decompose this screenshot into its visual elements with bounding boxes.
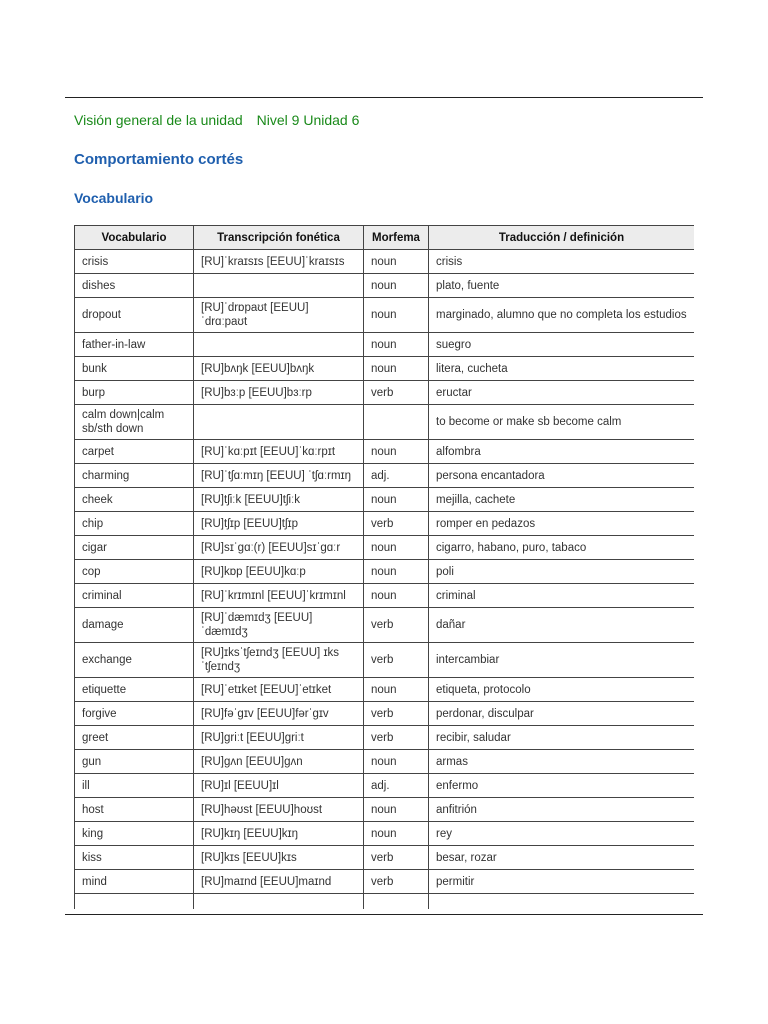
cell-morpheme: verb (364, 870, 429, 894)
cell-phonetic (194, 274, 364, 298)
table-row (75, 357, 695, 381)
cell-morpheme: verb (364, 608, 429, 643)
table-row (75, 274, 695, 298)
cell-translation: etiqueta, protocolo (429, 678, 695, 702)
table-row (75, 512, 695, 536)
cell-vocabulary: mind (75, 870, 194, 894)
cell-morpheme: noun (364, 357, 429, 381)
table-row (75, 381, 695, 405)
cell-vocabulary: exchange (75, 643, 194, 678)
cell-translation: crisis (429, 250, 695, 274)
table-row (75, 870, 695, 894)
cell-translation: permitir (429, 870, 695, 894)
cell-phonetic: [RU]kɒp [EEUU]kɑːp (194, 560, 364, 584)
cell-morpheme: noun (364, 298, 429, 333)
cell-vocabulary: host (75, 798, 194, 822)
table-row (75, 298, 695, 333)
cell-translation: persona encantadora (429, 464, 695, 488)
cell-morpheme: noun (364, 822, 429, 846)
cell-translation: marginado, alumno que no completa los estudios (429, 298, 695, 333)
cell-phonetic (194, 894, 364, 910)
cell-vocabulary: father-in-law (75, 333, 194, 357)
vocabulary-table-container (74, 225, 694, 909)
table-row (75, 464, 695, 488)
unit-header (74, 112, 373, 128)
cell-phonetic: [RU]ɡriːt [EEUU]ɡriːt (194, 726, 364, 750)
table-row (75, 584, 695, 608)
cell-translation: criminal (429, 584, 695, 608)
table-row (75, 822, 695, 846)
table-row (75, 560, 695, 584)
cell-morpheme: noun (364, 274, 429, 298)
cell-phonetic: [RU]bɜːp [EEUU]bɜːrp (194, 381, 364, 405)
cell-translation: mejilla, cachete (429, 488, 695, 512)
cell-vocabulary: dropout (75, 298, 194, 333)
cell-translation: anfitrión (429, 798, 695, 822)
table-row (75, 250, 695, 274)
cell-morpheme: adj. (364, 464, 429, 488)
column-header-phonetic: Transcripción fonética (194, 226, 364, 250)
cell-translation: besar, rozar (429, 846, 695, 870)
cell-phonetic: [RU]ˈkraɪsɪs [EEUU]ˈkraɪsɪs (194, 250, 364, 274)
table-row (75, 750, 695, 774)
bottom-rule (65, 914, 703, 915)
cell-translation (429, 894, 695, 910)
cell-vocabulary: ill (75, 774, 194, 798)
cell-phonetic: [RU]ˈetɪket [EEUU]ˈetɪket (194, 678, 364, 702)
cell-phonetic: [RU]maɪnd [EEUU]maɪnd (194, 870, 364, 894)
cell-vocabulary: cop (75, 560, 194, 584)
cell-phonetic: [RU]ɪksˈtʃeɪndʒ [EEUU] ɪksˈtʃeɪndʒ (194, 643, 364, 678)
cell-phonetic: [RU]ˈkɑːpɪt [EEUU]ˈkɑːrpɪt (194, 440, 364, 464)
cell-morpheme: noun (364, 678, 429, 702)
cell-morpheme: adj. (364, 774, 429, 798)
cell-translation: litera, cucheta (429, 357, 695, 381)
cell-phonetic: [RU]tʃiːk [EEUU]tʃiːk (194, 488, 364, 512)
table-row (75, 536, 695, 560)
cell-morpheme: verb (364, 702, 429, 726)
cell-vocabulary: cigar (75, 536, 194, 560)
cell-vocabulary: carpet (75, 440, 194, 464)
vocabulary-table (74, 225, 694, 909)
table-row (75, 726, 695, 750)
cell-morpheme: noun (364, 798, 429, 822)
cell-phonetic: [RU]ˈdrɒpaʊt [EEUU] ˈdrɑːpaʊt (194, 298, 364, 333)
cell-vocabulary: bunk (75, 357, 194, 381)
cell-vocabulary: dishes (75, 274, 194, 298)
cell-vocabulary: calm down|calm sb/sth down (75, 405, 194, 440)
cell-translation: poli (429, 560, 695, 584)
table-row (75, 894, 695, 910)
cell-morpheme: verb (364, 512, 429, 536)
cell-morpheme: verb (364, 381, 429, 405)
cell-phonetic: [RU]sɪˈɡɑː(r) [EEUU]sɪˈɡɑːr (194, 536, 364, 560)
cell-phonetic: [RU]ˈtʃɑːmɪŋ [EEUU] ˈtʃɑːrmɪŋ (194, 464, 364, 488)
cell-phonetic: [RU]bʌŋk [EEUU]bʌŋk (194, 357, 364, 381)
cell-translation: alfombra (429, 440, 695, 464)
section-title: Comportamiento cortés (74, 151, 244, 168)
cell-phonetic: [RU]kɪŋ [EEUU]kɪŋ (194, 822, 364, 846)
cell-vocabulary: etiquette (75, 678, 194, 702)
cell-phonetic: [RU]ˈdæmɪdʒ [EEUU] ˈdæmɪdʒ (194, 608, 364, 643)
table-row (75, 643, 695, 678)
cell-phonetic: [RU]kɪs [EEUU]kɪs (194, 846, 364, 870)
table-row (75, 333, 695, 357)
cell-phonetic: [RU]ˈkrɪmɪnl [EEUU]ˈkrɪmɪnl (194, 584, 364, 608)
table-row (75, 678, 695, 702)
cell-translation: armas (429, 750, 695, 774)
cell-vocabulary: kiss (75, 846, 194, 870)
cell-translation: perdonar, disculpar (429, 702, 695, 726)
cell-vocabulary: chip (75, 512, 194, 536)
column-header-morpheme: Morfema (364, 226, 429, 250)
cell-phonetic: [RU]fəˈɡɪv [EEUU]fərˈɡɪv (194, 702, 364, 726)
cell-phonetic: [RU]ɪl [EEUU]ɪl (194, 774, 364, 798)
cell-vocabulary: king (75, 822, 194, 846)
cell-morpheme: verb (364, 846, 429, 870)
level-unit-label: Nivel 9 Unidad 6 (256, 112, 360, 128)
vocabulary-heading: Vocabulario (74, 190, 154, 206)
table-header-row (75, 226, 695, 250)
table-row (75, 846, 695, 870)
cell-vocabulary: greet (75, 726, 194, 750)
cell-translation: plato, fuente (429, 274, 695, 298)
cell-vocabulary: damage (75, 608, 194, 643)
cell-morpheme: noun (364, 333, 429, 357)
cell-translation: recibir, saludar (429, 726, 695, 750)
table-row (75, 488, 695, 512)
table-row (75, 405, 695, 440)
cell-translation: romper en pedazos (429, 512, 695, 536)
cell-morpheme: noun (364, 750, 429, 774)
cell-translation: intercambiar (429, 643, 695, 678)
cell-translation: rey (429, 822, 695, 846)
cell-phonetic (194, 405, 364, 440)
cell-vocabulary: gun (75, 750, 194, 774)
cell-vocabulary: burp (75, 381, 194, 405)
cell-translation: suegro (429, 333, 695, 357)
table-row (75, 608, 695, 643)
cell-phonetic: [RU]tʃɪp [EEUU]tʃɪp (194, 512, 364, 536)
cell-morpheme (364, 405, 429, 440)
cell-morpheme: noun (364, 536, 429, 560)
cell-vocabulary: cheek (75, 488, 194, 512)
cell-phonetic: [RU]həʊst [EEUU]hoʊst (194, 798, 364, 822)
cell-morpheme: noun (364, 488, 429, 512)
cell-translation: eructar (429, 381, 695, 405)
table-row (75, 798, 695, 822)
cell-vocabulary (75, 894, 194, 910)
column-header-translation: Traducción / definición (429, 226, 695, 250)
cell-translation: cigarro, habano, puro, tabaco (429, 536, 695, 560)
cell-morpheme: noun (364, 440, 429, 464)
table-row (75, 702, 695, 726)
cell-morpheme: verb (364, 643, 429, 678)
top-rule (65, 97, 703, 98)
cell-morpheme: verb (364, 726, 429, 750)
cell-translation: to become or make sb become calm (429, 405, 695, 440)
unit-overview-label: Visión general de la unidad (74, 112, 243, 128)
cell-vocabulary: criminal (75, 584, 194, 608)
cell-translation: enfermo (429, 774, 695, 798)
cell-translation: dañar (429, 608, 695, 643)
cell-morpheme: noun (364, 560, 429, 584)
cell-phonetic (194, 333, 364, 357)
cell-morpheme (364, 894, 429, 910)
cell-phonetic: [RU]ɡʌn [EEUU]ɡʌn (194, 750, 364, 774)
cell-vocabulary: forgive (75, 702, 194, 726)
table-row (75, 774, 695, 798)
cell-morpheme: noun (364, 250, 429, 274)
table-row (75, 440, 695, 464)
cell-morpheme: noun (364, 584, 429, 608)
cell-vocabulary: charming (75, 464, 194, 488)
column-header-vocabulary: Vocabulario (75, 226, 194, 250)
cell-vocabulary: crisis (75, 250, 194, 274)
table-body (75, 250, 695, 910)
